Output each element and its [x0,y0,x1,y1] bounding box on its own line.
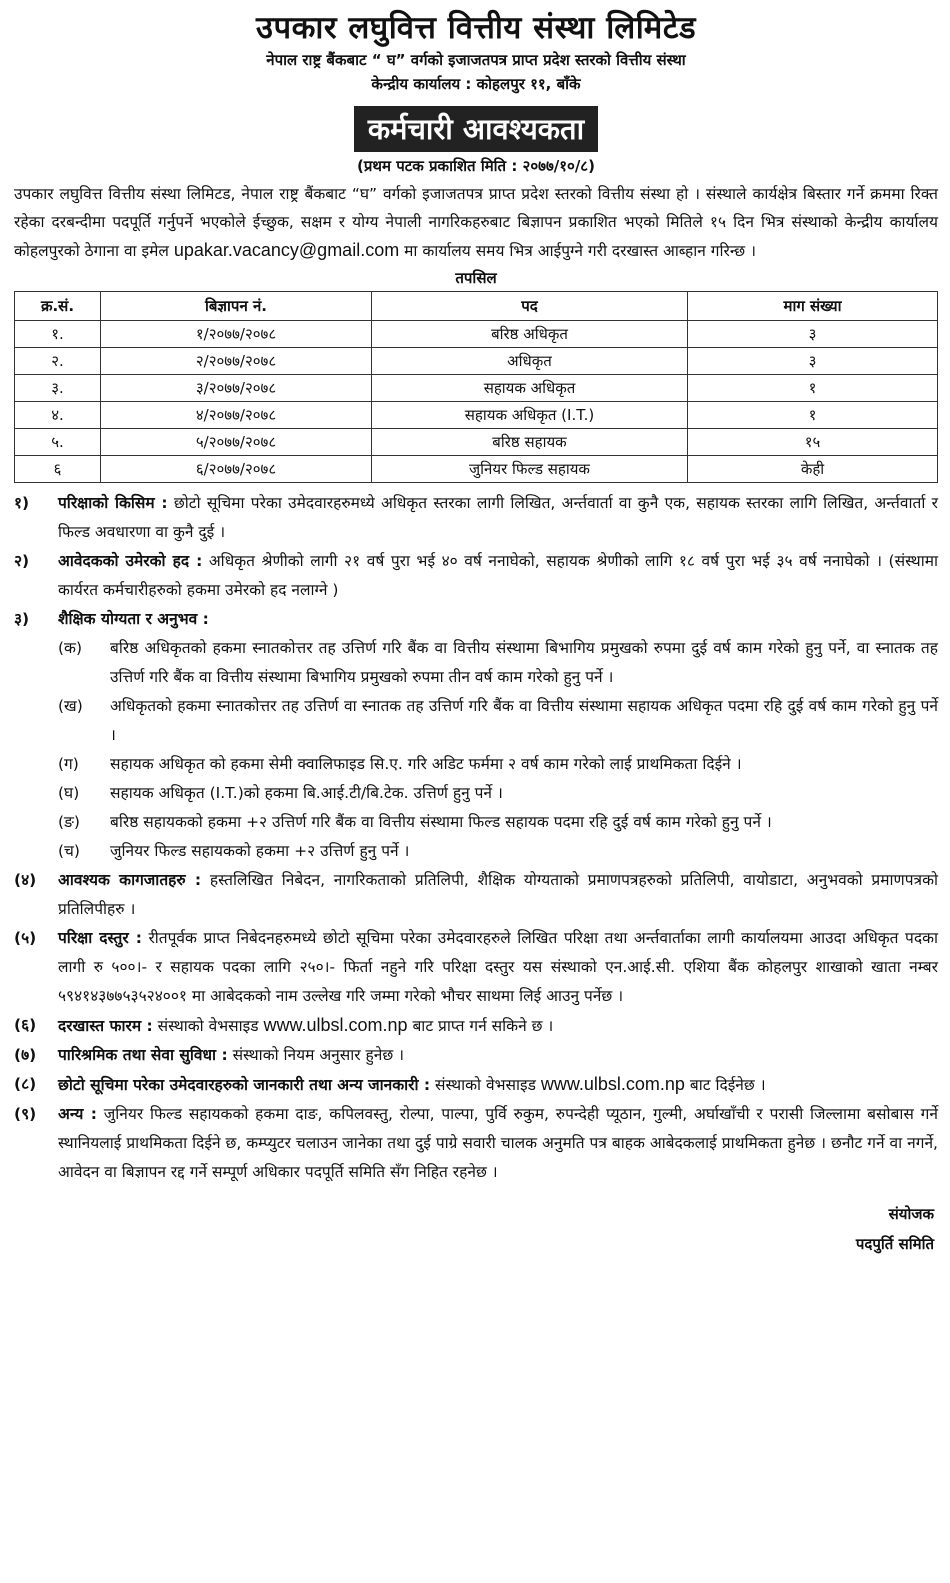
item-label: शैक्षिक योग्यता र अनुभव : [58,610,209,628]
cell-demand: १ [688,402,938,429]
sub-item-text: अधिकृतको हकमा स्नातकोत्तर तह उत्तिर्ण वा स्नातक तह उत्तिर्ण गरि बैंक वा वित्तीय संस्थामा सहायक अधिकृत पदमा रहि दुई वर्ष काम गरेको हुनु पर्ने । [110,697,938,744]
item-body [58,489,938,547]
item-text: संस्थाको वेभसाइड [157,1017,259,1035]
intro-text-end: मा कार्यालय समय भित्र आईपुग्ने गरी दरखास्त आब्हान गरिन्छ । [404,242,756,260]
sub-item-number: (घ) [58,784,80,802]
item-number: २) [14,552,30,570]
item-text: संस्थाको नियम अनुसार हुनेछ । [232,1046,405,1064]
condition-exam-fee [14,924,938,1011]
intro-text: उपकार लघुवित्त वित्तीय संस्था लिमिटड, नेपाल राष्ट्र बैंकबाट “घ” वर्गको इजाजतपत्र प्राप्त प्रदेश स्तरको वित्तीय संस्था हो । संस्थाले कार्यक्षेत्र बिस्तार गर्ने क्रममा रिक्त रहेका दरबन्दीमा पदपूर्ति गर्नुपर्ने भएकोले ईच्छुक, सक्षम र योग्य नेपाली नागरिकहरुबाट बिज्ञापन प्रकाशित भएको मितिले १५ दिन भित्र संस्थाको केन्द्रीय कार्यालय कोहलपुरको ठेगाना वा इमेल [14,185,938,260]
condition-documents [14,866,938,924]
table-row [15,348,938,375]
positions-table [14,291,938,483]
table-row [15,402,938,429]
banner-wrap [14,106,938,152]
sub-item-number: (ङ) [58,813,80,831]
qualification-sub-item [58,634,938,692]
cell-ad-number: ३/२०७७/२०७८ [101,375,372,402]
cell-ad-number: २/२०७७/२०७८ [101,348,372,375]
col-demand: माग संख्या [688,292,938,321]
item-number: (८) [14,1075,37,1093]
cell-position: सहायक अधिकृत [372,375,688,402]
item-number: (४) [14,871,37,889]
cell-position: सहायक अधिकृत (I.T.) [372,402,688,429]
item-text: रीतपूर्वक प्राप्त निबेदनहरुमध्ये छोटो सूचिमा परेका उमेदवारहरुले लिखित परिक्षा तथा अर्न्तवार्ताका लागी कार्यालयमा आउदा अधिकृत पदका लागी रु ५००।- र सहायक पदका लागि २५०।- फिर्ता नहुने गरि परिक्षा दस्तुर यस संस्थाको एन.आई.सी. एशिया बैंक कोहलपुर शाखाको खाता नम्बर ५९४१४३७७५३५२४००१ मा आबेदकको नाम उल्लेख गरि जम्मा गरेको भौचर साथमा लिई आउनु पर्नेछ । [58,929,938,1005]
table-heading: तपसिल [455,269,497,287]
cell-serial: ५. [15,429,101,456]
condition-shortlist-info [14,1070,938,1100]
sub-item-number: (च) [58,842,80,860]
item-text: हस्तलिखित निबेदन, नागरिकताको प्रतिलिपी, शैक्षिक योग्यताको प्रमाणपत्रहरुको प्रतिलिपी, वायोडाटा, अनुभवको प्रमाणपत्रको प्रतिलिपीहरु । [58,871,938,918]
cell-serial: १. [15,321,101,348]
item-body [58,866,938,924]
table-row [15,429,938,456]
sub-item-number: (ख) [58,697,83,715]
qualification-sub-item [58,808,938,837]
col-ad-number: बिज्ञापन नं. [101,292,372,321]
item-text: जुनियर फिल्ड सहायकको हकमा दाङ, कपिलवस्तु, रोल्पा, पाल्पा, पुर्वि रुकुम, रुपन्देही प्यूठान, गुल्मी, अर्घाखाँची र परासी जिल्लामा बसोबास गर्ने स्थानियलाई प्राथमिकता दिईने छ, कम्प्युटर चलाउन जानेका तथा दुई पाग्रे सवारी चालक अनुमति पत्र बाहक आबेदकलाई प्राथमिकता हुनेछ । छनौट गर्ने वा नगर्ने, आवेदन वा बिज्ञापन रद्द गर्ने सम्पूर्ण अधिकार पदपूर्ति समिति सँग निहित रहनेछ । [58,1105,939,1181]
item-body [58,547,938,605]
qualification-sub-item [58,779,938,808]
item-text: अधिकृत श्रेणीको लागी २१ वर्ष पुरा भई ४० वर्ष ननाघेको, सहायक श्रेणीको लागि १८ वर्ष पुरा भई ३५ वर्ष ननाघेको । (संस्थामा कार्यरत कर्मचारीहरुको हकमा उमेरको हद नलाग्ने ) [58,552,938,599]
sub-item-text: बरिष्ठ अधिकृतको हकमा स्नातकोत्तर तह उत्तिर्ण गरि बैंक वा वित्तीय संस्थामा बिभागिय प्रमुखको रुपमा दुई वर्ष काम गरेको हुनु पर्ने, वा स्नातक तह उत्तिर्ण गरि बैंक वा वित्तीय संस्थामा बिभागिय प्रमुखको रुपमा तीन वर्ष काम गरेको हुनु पर्ने । [110,639,938,686]
item-label: अन्य : [58,1105,97,1123]
table-row [15,375,938,402]
sub-item-text: बरिष्ठ सहायकको हकमा +२ उत्तिर्ण गरि बैंक वा वित्तीय संस्थामा फिल्ड सहायक पदमा रहि दुई वर्ष काम गरेको हुनु पर्ने । [110,813,772,831]
col-position: पद [372,292,688,321]
cell-serial: २. [15,348,101,375]
cell-position: अधिकृत [372,348,688,375]
item-body [58,605,938,634]
item-label: परिक्षाको किसिम : [58,494,168,512]
cell-ad-number: ४/२०७७/२०७८ [101,402,372,429]
website-link[interactable]: www.ulbsl.com.np [263,1015,408,1035]
item-label: छोटो सूचिमा परेका उमेदवारहरुको जानकारी तथा अन्य जानकारी : [58,1076,431,1094]
item-number: ३) [14,610,30,628]
sub-item-text: सहायक अधिकृत को हकमा सेमी क्वालिफाइड सि.ए. गरि अडिट फर्ममा २ वर्ष काम गरेको लाई प्राथमिकता दिईने । [110,755,742,773]
item-label: परिक्षा दस्तुर : [58,929,142,947]
website-link[interactable]: www.ulbsl.com.np [540,1074,685,1094]
item-label: दरखास्त फारम : [58,1017,153,1035]
cell-demand: ३ [688,348,938,375]
item-label: पारिश्रमिक तथा सेवा सुविधा : [58,1046,228,1064]
email-address[interactable]: upakar.vacancy@gmail.com [173,240,400,260]
condition-age-limit [14,547,938,605]
condition-qualification [14,605,938,634]
item-number: (७) [14,1046,37,1064]
cell-demand: १ [688,375,938,402]
sub-item-text: जुनियर फिल्ड सहायकको हकमा +२ उत्तिर्ण हुनु पर्ने । [110,842,410,860]
signatory-committee: पदपुर्ति समिति [855,1235,934,1253]
item-body [58,1100,938,1187]
item-number: (९) [14,1105,37,1123]
table-header-row [15,292,938,321]
item-number: १) [14,494,30,512]
office-address: केन्द्रीय कार्यालय : कोहलपुर ११, बाँके [371,75,581,93]
cell-ad-number: ५/२०७७/२०७८ [101,429,372,456]
organization-name: उपकार लघुवित्त वित्तीय संस्था लिमिटेड [255,10,697,46]
cell-ad-number: १/२०७७/२०७८ [101,321,372,348]
table-row [15,456,938,483]
sub-item-text: सहायक अधिकृत (I.T.)को हकमा बि.आई.टी/बि.टेक. उत्तिर्ण हुनु पर्ने । [110,784,503,802]
table-row [15,321,938,348]
item-number: (६) [14,1016,37,1034]
cell-demand: केही [688,456,938,483]
sub-item-number: (ग) [58,755,79,773]
intro-paragraph [14,180,938,265]
cell-serial: ४. [15,402,101,429]
col-serial: क्र.सं. [15,292,101,321]
cell-ad-number: ६/२०७७/२०७८ [101,456,372,483]
signatory-role: संयोजक [888,1205,934,1223]
item-text-end: बाट प्राप्त गर्न सकिने छ । [412,1017,554,1035]
cell-position: बरिष्ठ सहायक [372,429,688,456]
license-line: नेपाल राष्ट्र बैंकबाट “ घ” वर्गको इजाजतपत्र प्राप्त प्रदेश स्तरको वित्तीय संस्था [266,51,686,69]
notice-banner: कर्मचारी आवश्यकता [354,106,598,152]
conditions-list [14,489,938,1187]
sub-item-number: (क) [58,639,82,657]
condition-salary-benefits [14,1041,938,1070]
item-text: छोटो सूचिमा परेका उमेदवारहरुमध्ये अधिकृत स्तरका लागी लिखित, अर्न्तवार्ता वा कुनै एक, सहायक स्तरका लागि लिखित, अर्न्तवार्ता र फिल्ड अवधारणा वा कुनै दुई । [58,494,938,541]
signature-block [14,1199,938,1259]
cell-demand: ३ [688,321,938,348]
qualification-sub-item [58,750,938,779]
item-body [58,1070,938,1100]
cell-position: बरिष्ठ अधिकृत [372,321,688,348]
qualification-sub-item [58,837,938,866]
item-number: (५) [14,929,37,947]
item-label: आवेदकको उमेरको हद : [58,552,203,570]
condition-exam-type [14,489,938,547]
item-body [58,924,938,1011]
condition-other [14,1100,938,1187]
qualification-sub-item [58,692,938,750]
item-body [58,1041,938,1070]
cell-position: जुनियर फिल्ड सहायक [372,456,688,483]
publication-date: (प्रथम पटक प्रकाशित मिति : २०७७/१०/८) [357,157,595,175]
cell-serial: ३. [15,375,101,402]
cell-serial: ६ [15,456,101,483]
item-text-end: बाट दिईनेछ । [689,1076,766,1094]
cell-demand: १५ [688,429,938,456]
condition-application-form [14,1011,938,1041]
item-label: आवश्यक कागजातहरु : [58,871,202,889]
item-text: संस्थाको वेभसाइड [435,1076,536,1094]
item-body [58,1011,938,1041]
